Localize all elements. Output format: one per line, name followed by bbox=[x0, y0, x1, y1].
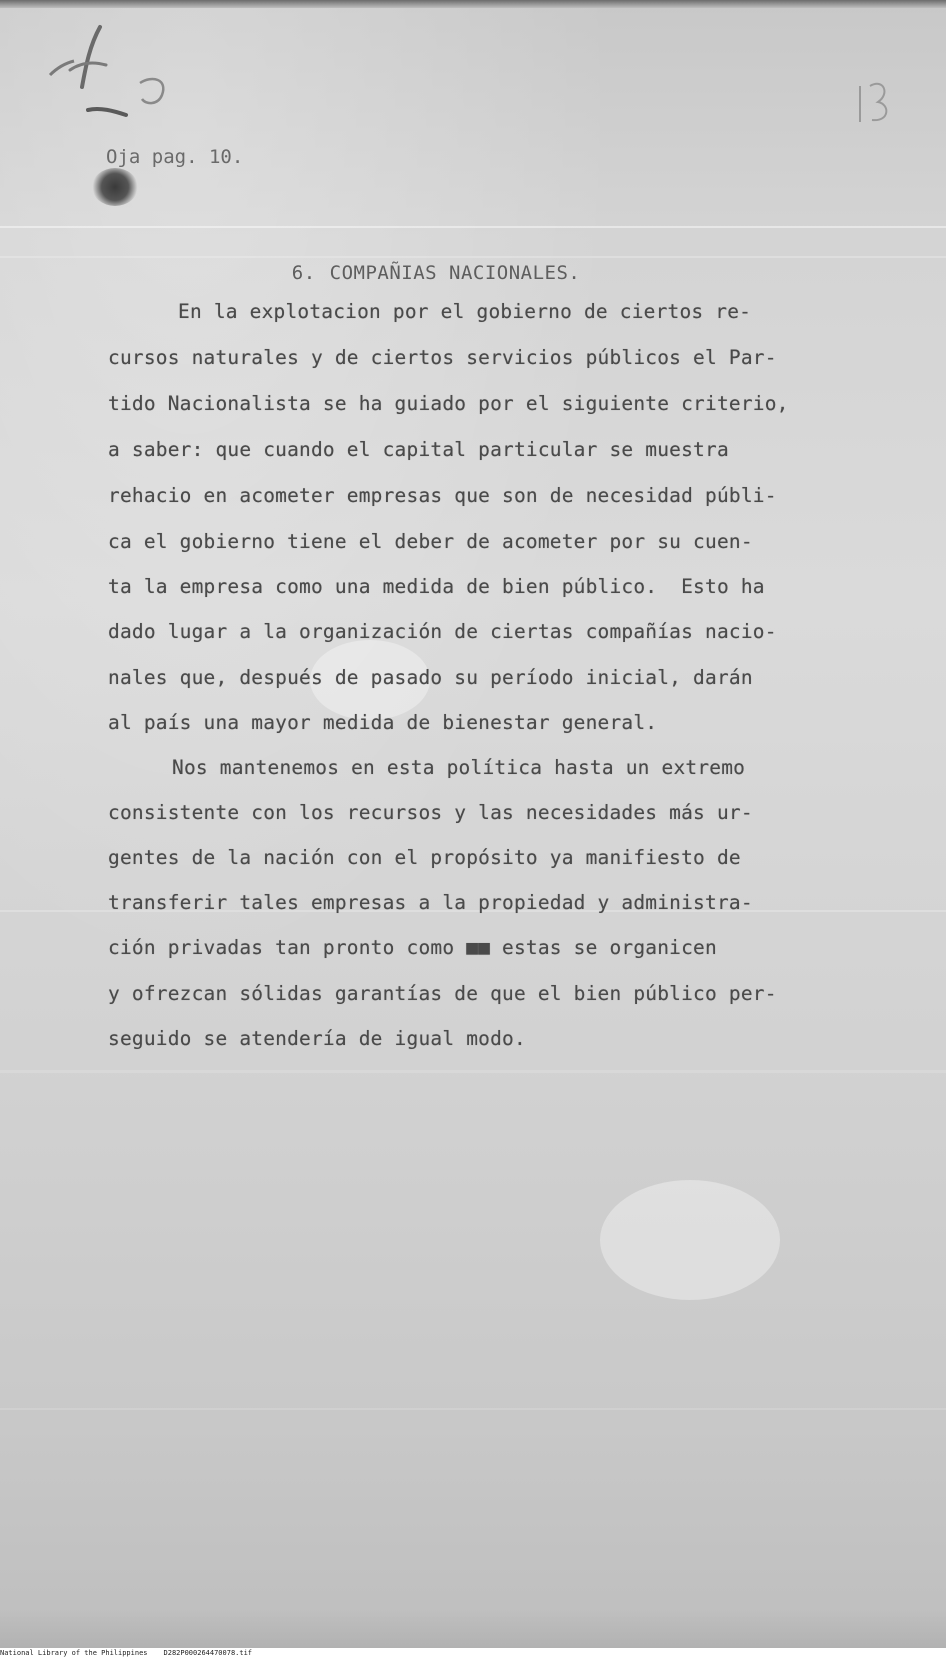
text-line: transferir tales empresas a la propiedad y administra- bbox=[108, 891, 753, 914]
section-title: COMPAÑIAS NACIONALES. bbox=[329, 262, 581, 284]
scan-band bbox=[0, 1070, 946, 1073]
text-line: cursos naturales y de ciertos servicios públicos el Par- bbox=[108, 346, 777, 369]
paper-stain bbox=[600, 1180, 780, 1300]
text-line: ción privadas tan pronto como ■■ estas se organicen bbox=[108, 936, 717, 959]
scan-band bbox=[0, 1408, 946, 1410]
section-heading bbox=[244, 240, 580, 306]
image-id: D282P000264470078.tif bbox=[163, 1649, 253, 1657]
text-line: tido Nacionalista se ha guiado por el siguiente criterio, bbox=[108, 392, 789, 415]
scan-bottom-edge bbox=[0, 1610, 946, 1648]
text-line: gentes de la nación con el propósito ya manifiesto de bbox=[108, 846, 741, 869]
section-number: 6. bbox=[291, 262, 316, 284]
text-line: En la explotacion por el gobierno de ciertos re- bbox=[178, 300, 752, 323]
text-line: consistente con los recursos y las necesidades más ur- bbox=[108, 801, 753, 824]
text-line: nales que, después de pasado su período inicial, darán bbox=[108, 666, 753, 689]
scan-footer bbox=[0, 1648, 946, 1658]
text-line: ca el gobierno tiene el deber de acometer por su cuen- bbox=[108, 530, 753, 553]
text-line: ta la empresa como una medida de bien público. Esto ha bbox=[108, 575, 765, 598]
text-line: Nos mantenemos en esta política hasta un extremo bbox=[172, 756, 746, 779]
handwritten-scribble bbox=[30, 15, 210, 125]
text-line: rehacio en acometer empresas que son de necesidad públi- bbox=[108, 484, 777, 507]
folio-mark bbox=[850, 72, 900, 132]
scan-band bbox=[0, 226, 946, 228]
library-credit: National Library of the Philippines bbox=[0, 1649, 148, 1657]
ink-blot bbox=[92, 168, 138, 206]
text-line: a saber: que cuando el capital particular se muestra bbox=[108, 438, 729, 461]
text-line: y ofrezcan sólidas garantías de que el bien público per- bbox=[108, 982, 777, 1005]
text-line: seguido se atendería de igual modo. bbox=[108, 1027, 526, 1050]
scan-top-edge bbox=[0, 0, 946, 8]
reference-note: Oja pag. 10. bbox=[106, 146, 244, 168]
text-line: dado lugar a la organización de ciertas compañías nacio- bbox=[108, 620, 777, 643]
text-line: al país una mayor medida de bienestar general. bbox=[108, 711, 658, 734]
